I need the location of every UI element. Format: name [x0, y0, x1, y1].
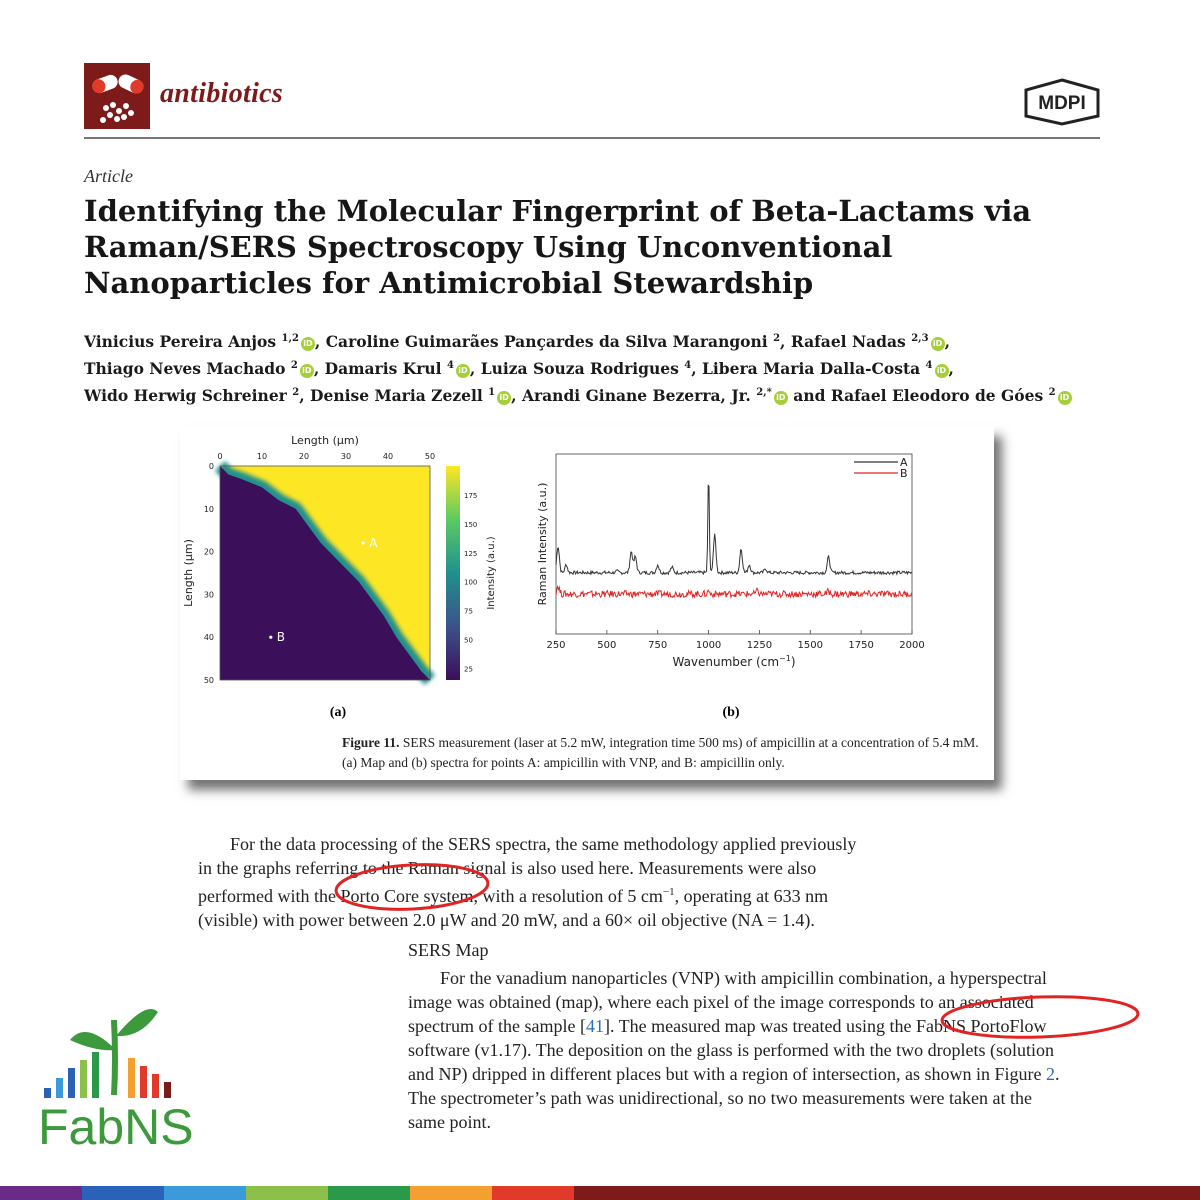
para1-line: performed with the Porto Core system, with a resolution of 5 $cm^{-1}$, operating at 633 nm: [198, 886, 829, 906]
heatmap-y-tick: 50: [203, 676, 214, 685]
heatmap-x-tick: 10: [256, 452, 268, 461]
para2-line: software (v1.17). The deposition on the glass is performed with the two droplets (solution: [408, 1040, 1055, 1060]
author: Libera Maria Dalla-Costa $^4$ iD: [702, 359, 949, 378]
author-list: Vinicius Pereira Anjos $^{1,2}$ iD , Caroline Guimarães Pançardes da Silva Marangoni $^2$, Rafael Nadas $^{2,3}$ iD , Thiago Neves Machado $^2$ iD , Damaris Krul $^4$ iD , Luiza Souza Rodrigues $^4$, Libera Maria Dalla-Costa $^4$ iD , Wido Herwig Schreiner $^2$, Denise Maria Zezell $^1$ iD , Arandi Ginane Bezerra, Jr. $^{2,*}$ iD and Rafael Eleodoro de Góes $^2$ iD: [84, 327, 1114, 408]
colorbar-tick: 175: [464, 491, 478, 500]
author: Rafael Eleodoro de Góes $^2$ iD: [831, 386, 1072, 405]
heatmap-y-tick: 0: [208, 462, 214, 471]
para1-line: in the graphs referring to the Raman signal is also used here. Measurements were also: [198, 858, 817, 878]
author: Caroline Guimarães Pançardes da Silva Marangoni $^2$: [325, 332, 781, 352]
publisher-logo: [1022, 78, 1102, 126]
figure-link-2[interactable]: 2: [1046, 1064, 1056, 1084]
heatmap-x-tick: 30: [340, 452, 352, 461]
author: Denise Maria Zezell $^1$ iD: [310, 386, 511, 405]
color-bar-segment: [410, 1186, 492, 1200]
para1-line: For the data processing of the SERS spectra, the same methodology applied previously: [230, 834, 857, 854]
para2-line: spectrum of the sample [41]. The measured map was treated using the FabNS PortoFlow: [408, 1016, 1047, 1036]
paper-title: Identifying the Molecular Fingerprint of Beta-Lactams via Raman/SERS Spectroscopy Using Unconventional Nanoparticles for Antimicrobial Stewardship: [84, 194, 1032, 300]
legend-label: B: [900, 467, 908, 480]
color-bar-segment: [328, 1186, 410, 1200]
spectrum-x-tick: 1000: [695, 640, 722, 651]
panel-b-label: (b): [722, 705, 740, 720]
para2-line: image was obtained (map), where each pixel of the image corresponds to an associated: [408, 992, 1034, 1012]
heatmap-y-tick: 30: [203, 590, 214, 600]
heatmap-x-tick: 50: [424, 452, 436, 461]
figure-11: [180, 426, 994, 780]
para2-line: same point.: [408, 1112, 491, 1132]
journal-name: antibiotics: [160, 78, 284, 109]
color-bar-segment: [574, 1186, 1200, 1200]
heatmap-x-tick: 20: [298, 452, 310, 461]
color-bar-segment: [0, 1186, 82, 1200]
journal-logo: [84, 63, 150, 129]
map-point-label: B: [276, 630, 286, 645]
colorbar-tick: 150: [464, 520, 478, 529]
spectrum-series-B: [556, 587, 912, 598]
paragraph-processing: [198, 832, 958, 932]
heatmap-x-tick: 0: [217, 452, 223, 461]
heatmap-y-tick: 40: [203, 633, 214, 643]
para1-line: (visible) with power between 2.0 μW and 20 mW, and a 60× oil objective (NA = 1.4).: [198, 910, 815, 930]
header-rule: [84, 137, 1100, 139]
colorbar: [446, 466, 460, 680]
para2-line: For the vanadium nanoparticles (VNP) with ampicillin combination, a hyperspectral: [440, 968, 1047, 988]
heatmap-y-tick: 10: [203, 504, 214, 514]
orcid-icon[interactable]: iD: [1058, 391, 1072, 405]
author: Vinicius Pereira Anjos $^{1,2}$ iD: [84, 332, 315, 351]
figure-caption: [342, 733, 982, 773]
spectrum-x-tick: 750: [648, 640, 668, 651]
para2-line: and NP) dripped in different places but with a region of intersection, as shown in Figure 2.: [408, 1064, 1060, 1084]
orcid-icon[interactable]: iD: [301, 337, 315, 351]
footer-color-bar: [0, 1186, 1200, 1200]
orcid-icon[interactable]: iD: [456, 364, 470, 378]
color-bar-segment: [82, 1186, 164, 1200]
colorbar-label: Intensity (a.u.): [486, 536, 497, 610]
para2-line: The spectrometer’s path was unidirectional, so no two measurements were taken at the: [408, 1088, 1032, 1108]
spectrum-series-A: [556, 485, 912, 574]
heatmap-xlabel: Length (µm): [291, 434, 359, 447]
article-type: Article: [84, 166, 133, 186]
author: Rafael Nadas $^{2,3}$ iD: [791, 332, 945, 351]
pill-icon: [84, 63, 150, 129]
publisher-name: MDPI: [1038, 93, 1086, 114]
heatmap-ylabel: Length (µm): [182, 539, 195, 607]
spectrum-frame: [556, 454, 912, 634]
heatmap-x-tick: 40: [382, 452, 394, 461]
colorbar-tick: 50: [464, 636, 473, 645]
color-bar-segment: [246, 1186, 328, 1200]
spectrum-xlabel: Wavenumber $(cm^{-1})$: [672, 654, 796, 669]
spectrum-x-tick: 1250: [746, 640, 773, 651]
orcid-icon[interactable]: iD: [931, 337, 945, 351]
caption-text: SERS measurement (laser at 5.2 mW, integration time 500 ms) of ampicillin at a concentration of 5.4 mM. (a) Map and (b) spectra for points A: ampicillin with VNP, and B: ampicillin only.: [342, 735, 979, 770]
section-heading: SERS Map: [408, 940, 489, 960]
color-bar-segment: [492, 1186, 574, 1200]
spectrum-x-tick: 250: [546, 640, 566, 651]
figure-panels: [180, 426, 994, 780]
colorbar-tick: 100: [464, 578, 478, 587]
author: Thiago Neves Machado $^2$ iD: [84, 359, 314, 378]
orcid-icon[interactable]: iD: [300, 364, 314, 378]
colorbar-tick: 75: [464, 607, 473, 616]
colorbar-tick: 125: [464, 549, 478, 558]
heatmap-y-tick: 20: [203, 547, 214, 557]
panel-a-label: (a): [329, 705, 347, 720]
orcid-icon[interactable]: iD: [935, 364, 949, 378]
orcid-icon[interactable]: iD: [774, 391, 788, 405]
spectrum-x-tick: 500: [597, 640, 617, 651]
orcid-icon[interactable]: iD: [497, 391, 511, 405]
author: Damaris Krul $^4$ iD: [325, 359, 470, 378]
paragraph-sers-map: [408, 966, 1118, 1134]
author: Wido Herwig Schreiner $^2$: [84, 386, 300, 406]
colorbar-tick: 25: [464, 665, 473, 674]
color-bar-segment: [164, 1186, 246, 1200]
legend-label: A: [900, 456, 908, 469]
caption-label: Figure 11.: [342, 735, 400, 750]
map-point-B: [269, 636, 272, 639]
spectrum-x-tick: 1500: [797, 640, 824, 651]
spectrum-x-tick: 1750: [848, 640, 874, 651]
author: Luiza Souza Rodrigues $^4$: [480, 359, 692, 379]
spectrum-ylabel: Raman Intensity (a.u.): [536, 482, 549, 606]
fabns-wordmark: FabNS: [38, 1099, 194, 1155]
map-point-A: [362, 541, 365, 544]
reference-link-41[interactable]: 41: [585, 1016, 604, 1036]
author: Arandi Ginane Bezerra, Jr. $^{2,*}$ iD: [522, 386, 788, 405]
spectrum-x-tick: 2000: [899, 640, 925, 651]
map-point-label: A: [369, 536, 378, 551]
